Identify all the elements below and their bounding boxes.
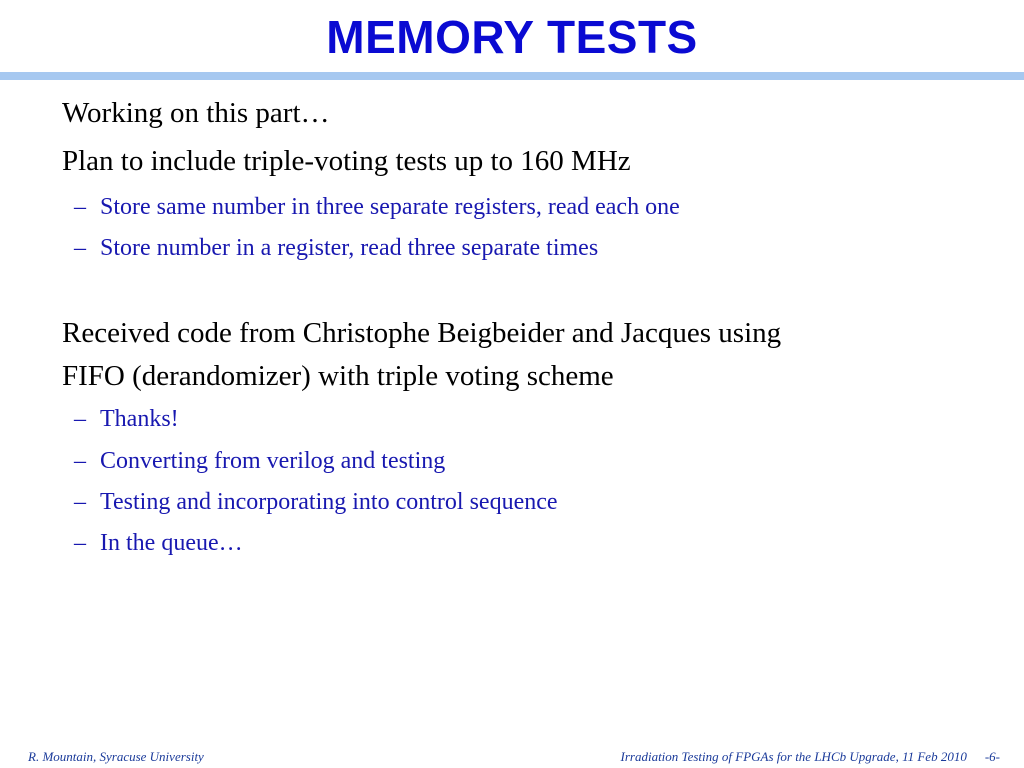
dash-marker: – <box>74 448 86 474</box>
footer-talk-title: Irradiation Testing of FPGAs for the LHCb Upgrade, 11 Feb 2010 <box>620 749 967 764</box>
footer-author: R. Mountain, Syracuse University <box>28 749 204 764</box>
sub-bullet-text: Store number in a register, read three separate times <box>100 235 599 261</box>
dash-marker: – <box>74 530 86 556</box>
sub-bullet-converting <box>74 446 445 476</box>
sub-bullet-text: Thanks! <box>100 406 179 432</box>
sub-bullet-testing <box>74 487 558 517</box>
sub-bullet-text: In the queue… <box>100 530 243 556</box>
sub-bullet-text: Converting from verilog and testing <box>100 448 446 474</box>
bullet-working: Working on this part… <box>62 97 330 129</box>
bullet-received-line1: Received code from Christophe Beigbeider and Jacques using <box>62 317 782 349</box>
dash-marker: – <box>74 489 86 515</box>
sub-bullet-text: Testing and incorporating into control sequence <box>100 489 558 515</box>
footer-right <box>621 748 1000 766</box>
page-number: -6- <box>984 749 1000 764</box>
bullet-plan: Plan to include triple-voting tests up to 160 MHz <box>62 145 631 177</box>
sub-bullet-queue <box>74 528 243 558</box>
dash-marker: – <box>74 194 86 220</box>
dash-marker: – <box>74 406 86 432</box>
sub-bullet-text: Store same number in three separate registers, read each one <box>100 194 680 220</box>
sub-bullet-store-number <box>74 233 598 263</box>
sub-bullet-store-same <box>74 192 680 222</box>
bullet-received-line2: FIFO (derandomizer) with triple voting scheme <box>62 360 614 392</box>
dash-marker: – <box>74 235 86 261</box>
sub-bullet-thanks <box>74 404 179 434</box>
slide-title: MEMORY TESTS <box>326 11 698 63</box>
